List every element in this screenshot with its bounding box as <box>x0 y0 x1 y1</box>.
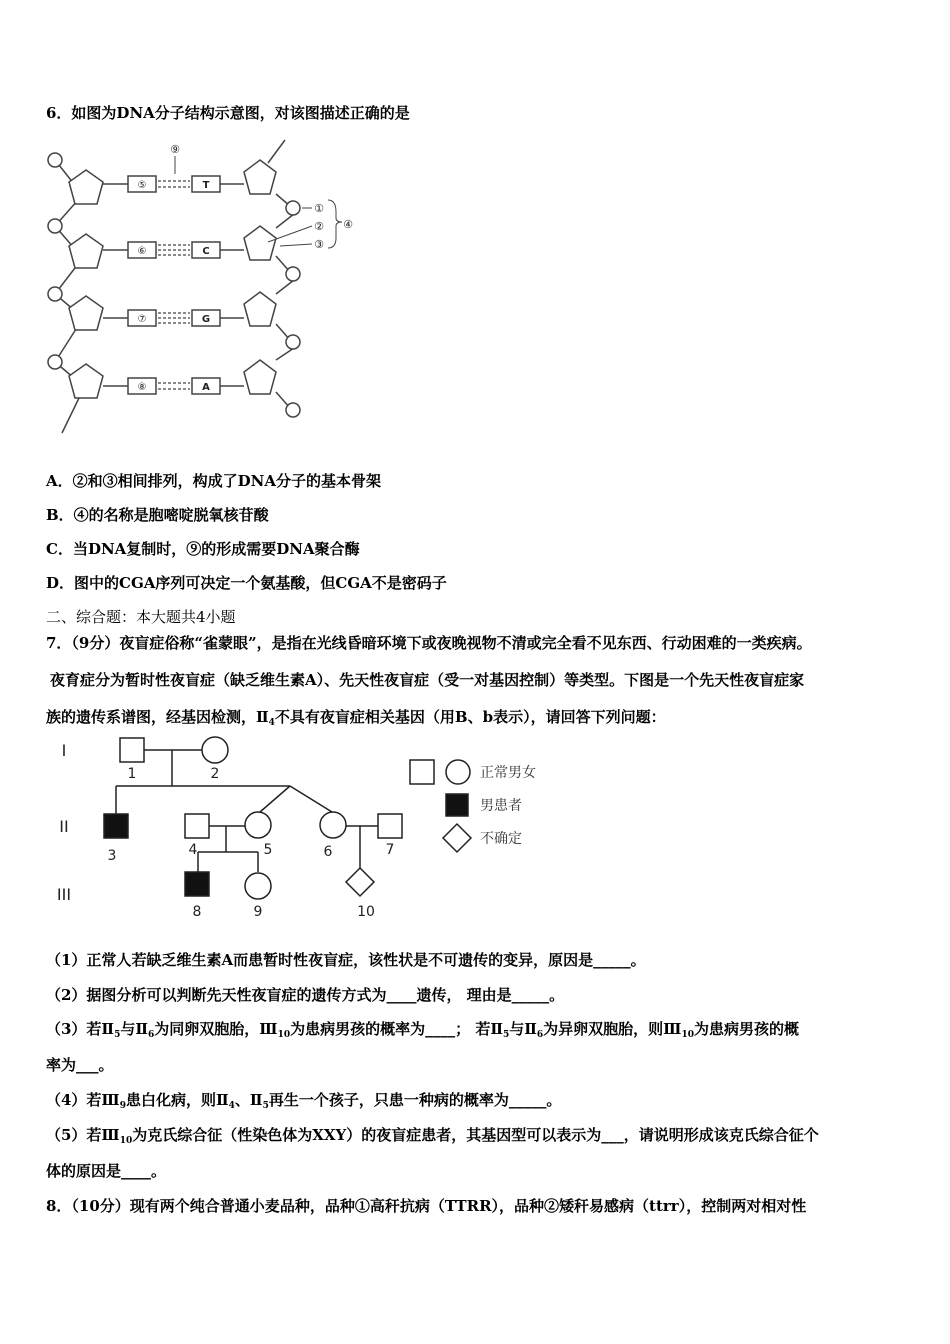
base-label: ⑦ <box>137 314 147 325</box>
individual-number: 1 <box>127 766 137 782</box>
q7-line2: 夜育症分为暂时性夜盲症（缺乏维生素A）、先天性夜盲症（受一对基因控制）等类型。下图是一个先天性夜盲症家 <box>50 671 805 689</box>
base-label: ⑥ <box>137 246 147 257</box>
q7-sub5: （5）若$Ⅲ_{10}$为克氏综合征（性染色体为XXY）的夜盲症患者，其基因型可以表示为___，请说明形成该克氏综合征个 <box>46 1126 819 1146</box>
individual-number: 6 <box>323 844 333 860</box>
q6-option-b: B．④的名称是胞嘧啶脱氧核苷酸 <box>46 506 269 524</box>
pair-base: G <box>201 314 211 325</box>
pair-base: A <box>202 382 210 393</box>
individual-number: 10 <box>357 904 375 920</box>
section-heading: 二、综合题：本大题共4小题 <box>46 608 236 626</box>
individual-number: 3 <box>107 848 117 864</box>
pair-base: T <box>202 180 210 191</box>
q7-sub3: （3）若$Ⅱ_5$与$Ⅱ_6$为同卵双胞胎，$Ⅲ_{10}$为患病男孩的概率为____； 若$Ⅱ_5$与$Ⅱ_6$为异卵双胞胎，则$Ⅲ_{10}$为患病男孩的概 <box>46 1020 799 1040</box>
generation-label: I <box>61 741 67 760</box>
q6-option-a: A．②和③相间排列，构成了DNA分子的基本骨架 <box>46 472 381 490</box>
q6-option-d: D．图中的CGA序列可决定一个氨基酸，但CGA不是密码子 <box>46 574 447 592</box>
callout-4: ④ <box>343 218 353 231</box>
generation-label: III <box>56 885 72 904</box>
individual-number: 9 <box>253 904 263 920</box>
q7-sub3-cont: 率为___。 <box>46 1056 114 1074</box>
pedigree-chart <box>50 732 590 922</box>
callout-2: ② <box>314 220 324 233</box>
base-label: ⑤ <box>137 180 147 191</box>
callout-3: ③ <box>314 238 324 251</box>
dna-structure-diagram <box>40 138 360 438</box>
pair-base: C <box>202 246 210 257</box>
individual-number: 2 <box>210 766 220 782</box>
q7-sub5-cont: 体的原因是____。 <box>46 1162 167 1180</box>
callout-1: ① <box>314 202 324 215</box>
generation-label: II <box>59 817 69 836</box>
q7-sub4: （4）若$Ⅲ_9$患白化病，则$Ⅱ_4$、$Ⅱ_5$再生一个孩子，只患一种病的概率为_____。 <box>46 1091 562 1111</box>
q8-line1: 8．（10分）现有两个纯合普通小麦品种，品种①高秆抗病（TTRR），品种②矮秆易感病（ttrr），控制两对相对性 <box>46 1197 807 1215</box>
q7-line1: 7．（9分）夜盲症俗称“雀蒙眼”，是指在光线昏暗环境下或夜晚视物不清或完全看不见东西、行动困难的一类疾病。 <box>46 634 812 652</box>
q7-sub2: （2）据图分析可以判断先天性夜盲症的遗传方式为____遗传， 理由是_____。 <box>46 986 565 1004</box>
q7-sub1: （1）正常人若缺乏维生素A而患暂时性夜盲症，该性状是不可遗传的变异，原因是_____。 <box>46 951 646 969</box>
legend-male-patient: 男患者 <box>480 798 522 814</box>
legend-normal: 正常男女 <box>480 765 536 781</box>
callout-9: ⑨ <box>170 143 180 156</box>
individual-number: 5 <box>263 842 273 858</box>
q6-option-c: C．当DNA复制时，⑨的形成需要DNA聚合酶 <box>46 540 360 558</box>
individual-number: 4 <box>188 842 198 858</box>
base-label: ⑧ <box>137 382 147 393</box>
q7-line3: 族的遗传系谱图，经基因检测，$Ⅱ_4$不具有夜盲症相关基因（用B、b表示），请回答下列问题： <box>46 708 666 728</box>
individual-number: 7 <box>385 842 395 858</box>
individual-number: 8 <box>192 904 202 920</box>
legend-uncertain: 不确定 <box>480 831 522 847</box>
q6-stem: 6．如图为DNA分子结构示意图，对该图描述正确的是 <box>46 104 410 122</box>
